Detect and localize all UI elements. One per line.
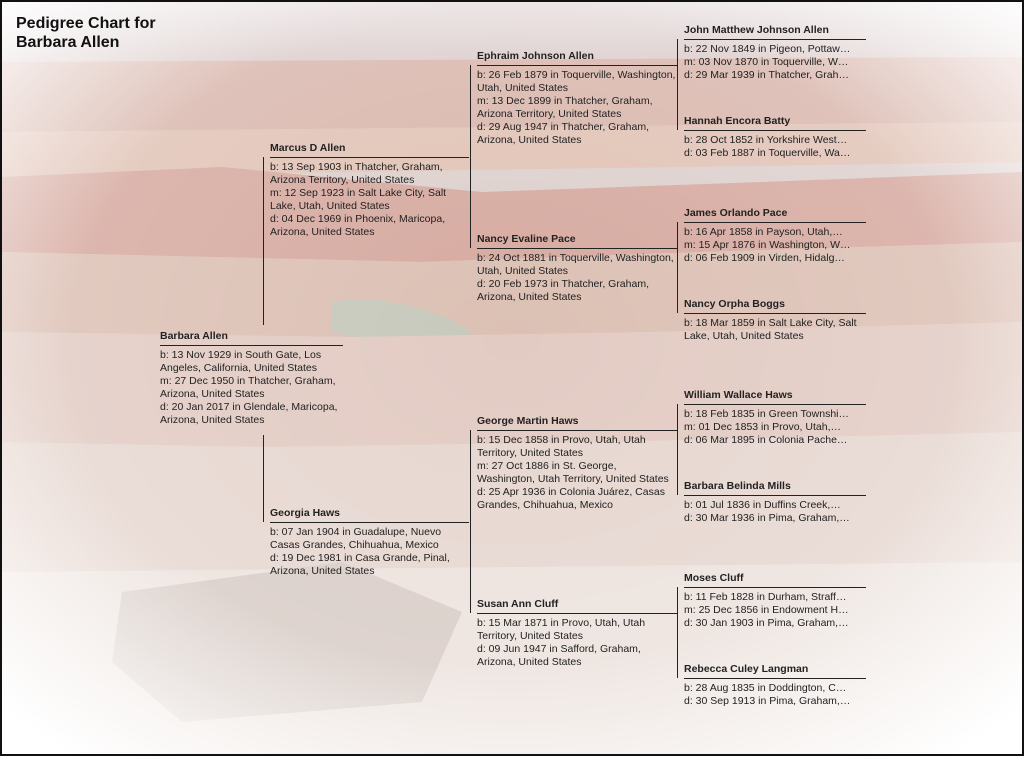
person-event: m: 01 Dec 1853 in Provo, Utah,… (684, 421, 841, 433)
person-event: b: 11 Feb 1828 in Durham, Straff… (684, 591, 847, 603)
person-event: m: 12 Sep 1923 in Salt Lake City, Salt Lake, Utah, United States (270, 187, 447, 212)
person-name: Rebecca Culey Langman (684, 663, 809, 675)
person-box[interactable] (684, 572, 866, 630)
person-event: d: 09 Jun 1947 in Safford, Graham, Arizona, United States (477, 643, 641, 668)
person-event: d: 06 Mar 1895 in Colonia Pache… (684, 434, 848, 446)
person-event: d: 25 Apr 1936 in Colonia Juárez, Casas Grandes, Chihuahua, Mexico (477, 486, 665, 511)
person-box[interactable] (160, 330, 343, 427)
person-name: Susan Ann Cluff (477, 598, 559, 610)
connector-line (677, 222, 678, 313)
person-event: b: 26 Feb 1879 in Toquerville, Washington, Utah, United States (477, 69, 676, 94)
person-name: Georgia Haws (270, 507, 341, 519)
person-box[interactable] (477, 233, 677, 304)
person-box[interactable] (684, 115, 866, 160)
person-event: d: 19 Dec 1981 in Casa Grande, Pinal, Arizona, United States (270, 552, 450, 577)
person-event: b: 22 Nov 1849 in Pigeon, Pottaw… (684, 43, 851, 55)
person-box[interactable] (684, 480, 866, 525)
chart-title-line1: Pedigree Chart for (16, 15, 156, 32)
person-event: b: 15 Dec 1858 in Provo, Utah, Utah Territory, United States (477, 434, 646, 459)
person-event: b: 18 Mar 1859 in Salt Lake City, Salt Lake, Utah, United States (684, 317, 857, 342)
person-event: b: 24 Oct 1881 in Toquerville, Washington, Utah, United States (477, 252, 674, 277)
person-event: d: 03 Feb 1887 in Toquerville, Wa… (684, 147, 851, 159)
person-event: m: 15 Apr 1876 in Washington, W… (684, 239, 851, 251)
person-name: Hannah Encora Batty (684, 115, 791, 127)
person-events (684, 39, 866, 82)
person-event: d: 29 Mar 1939 in Thatcher, Grah… (684, 69, 849, 81)
person-box[interactable] (270, 142, 469, 239)
person-events (477, 613, 677, 669)
person-events (270, 157, 469, 239)
person-event: d: 06 Feb 1909 in Virden, Hidalg… (684, 252, 845, 264)
person-events (684, 678, 866, 708)
chart-title (16, 14, 156, 52)
person-event: b: 16 Apr 1858 in Payson, Utah,… (684, 226, 843, 238)
person-event: d: 29 Aug 1947 in Thatcher, Graham, Arizona, United States (477, 121, 650, 146)
person-name: Ephraim Johnson Allen (477, 50, 594, 62)
person-box[interactable] (477, 598, 677, 669)
person-name: William Wallace Haws (684, 389, 793, 401)
person-event: d: 20 Jan 2017 in Glendale, Maricopa, Arizona, United States (160, 401, 338, 426)
person-event: b: 18 Feb 1835 in Green Townshi… (684, 408, 849, 420)
person-name: Barbara Belinda Mills (684, 480, 791, 492)
person-events (477, 430, 677, 512)
person-box[interactable] (684, 298, 866, 343)
person-event: b: 28 Aug 1835 in Doddington, C… (684, 682, 847, 694)
person-events (477, 248, 677, 304)
person-events (160, 345, 343, 427)
person-box[interactable] (684, 207, 866, 265)
person-name: Nancy Orpha Boggs (684, 298, 785, 310)
person-events (684, 313, 866, 343)
person-event: d: 30 Jan 1903 in Pima, Graham,… (684, 617, 849, 629)
person-event: m: 27 Dec 1950 in Thatcher, Graham, Arizona, United States (160, 375, 336, 400)
person-events (684, 222, 866, 265)
connector-line (677, 587, 678, 678)
person-name: John Matthew Johnson Allen (684, 24, 829, 36)
connector-line (470, 430, 471, 613)
person-event: m: 27 Oct 1886 in St. George, Washington, Utah Territory, United States (477, 460, 669, 485)
person-events (684, 130, 866, 160)
connector-line (677, 404, 678, 495)
person-events (270, 522, 469, 578)
person-box[interactable] (684, 24, 866, 82)
connector-line (470, 65, 471, 248)
person-events (684, 495, 866, 525)
person-event: b: 15 Mar 1871 in Provo, Utah, Utah Territory, United States (477, 617, 646, 642)
person-events (684, 587, 866, 630)
connector-line (263, 157, 264, 325)
person-events (684, 404, 866, 447)
person-event: b: 13 Sep 1903 in Thatcher, Graham, Arizona Territory, United States (270, 161, 443, 186)
person-box[interactable] (684, 389, 866, 447)
connector-line (263, 435, 264, 522)
person-name: Nancy Evaline Pace (477, 233, 576, 245)
person-events (477, 65, 677, 147)
chart-title-line2: Barbara Allen (16, 34, 120, 51)
person-name: Marcus D Allen (270, 142, 346, 154)
person-box[interactable] (270, 507, 469, 578)
person-name: George Martin Haws (477, 415, 579, 427)
person-box[interactable] (477, 50, 677, 147)
person-event: b: 07 Jan 1904 in Guadalupe, Nuevo Casas Grandes, Chihuahua, Mexico (270, 526, 442, 551)
person-name: Barbara Allen (160, 330, 228, 342)
person-event: d: 30 Sep 1913 in Pima, Graham,… (684, 695, 851, 707)
person-event: d: 04 Dec 1969 in Phoenix, Maricopa, Arizona, United States (270, 213, 446, 238)
person-event: m: 03 Nov 1870 in Toquerville, W… (684, 56, 849, 68)
person-event: b: 28 Oct 1852 in Yorkshire West… (684, 134, 848, 146)
person-event: d: 20 Feb 1973 in Thatcher, Graham, Arizona, United States (477, 278, 649, 303)
person-event: b: 13 Nov 1929 in South Gate, Los Angeles, California, United States (160, 349, 322, 374)
person-event: b: 01 Jul 1836 in Duffins Creek,… (684, 499, 841, 511)
person-box[interactable] (477, 415, 677, 512)
person-name: Moses Cluff (684, 572, 744, 584)
person-box[interactable] (684, 663, 866, 708)
person-event: d: 30 Mar 1936 in Pima, Graham,… (684, 512, 850, 524)
person-name: James Orlando Pace (684, 207, 788, 219)
person-event: m: 13 Dec 1899 in Thatcher, Graham, Arizona Territory, United States (477, 95, 653, 120)
connector-line (677, 39, 678, 130)
person-event: m: 25 Dec 1856 in Endowment H… (684, 604, 849, 616)
